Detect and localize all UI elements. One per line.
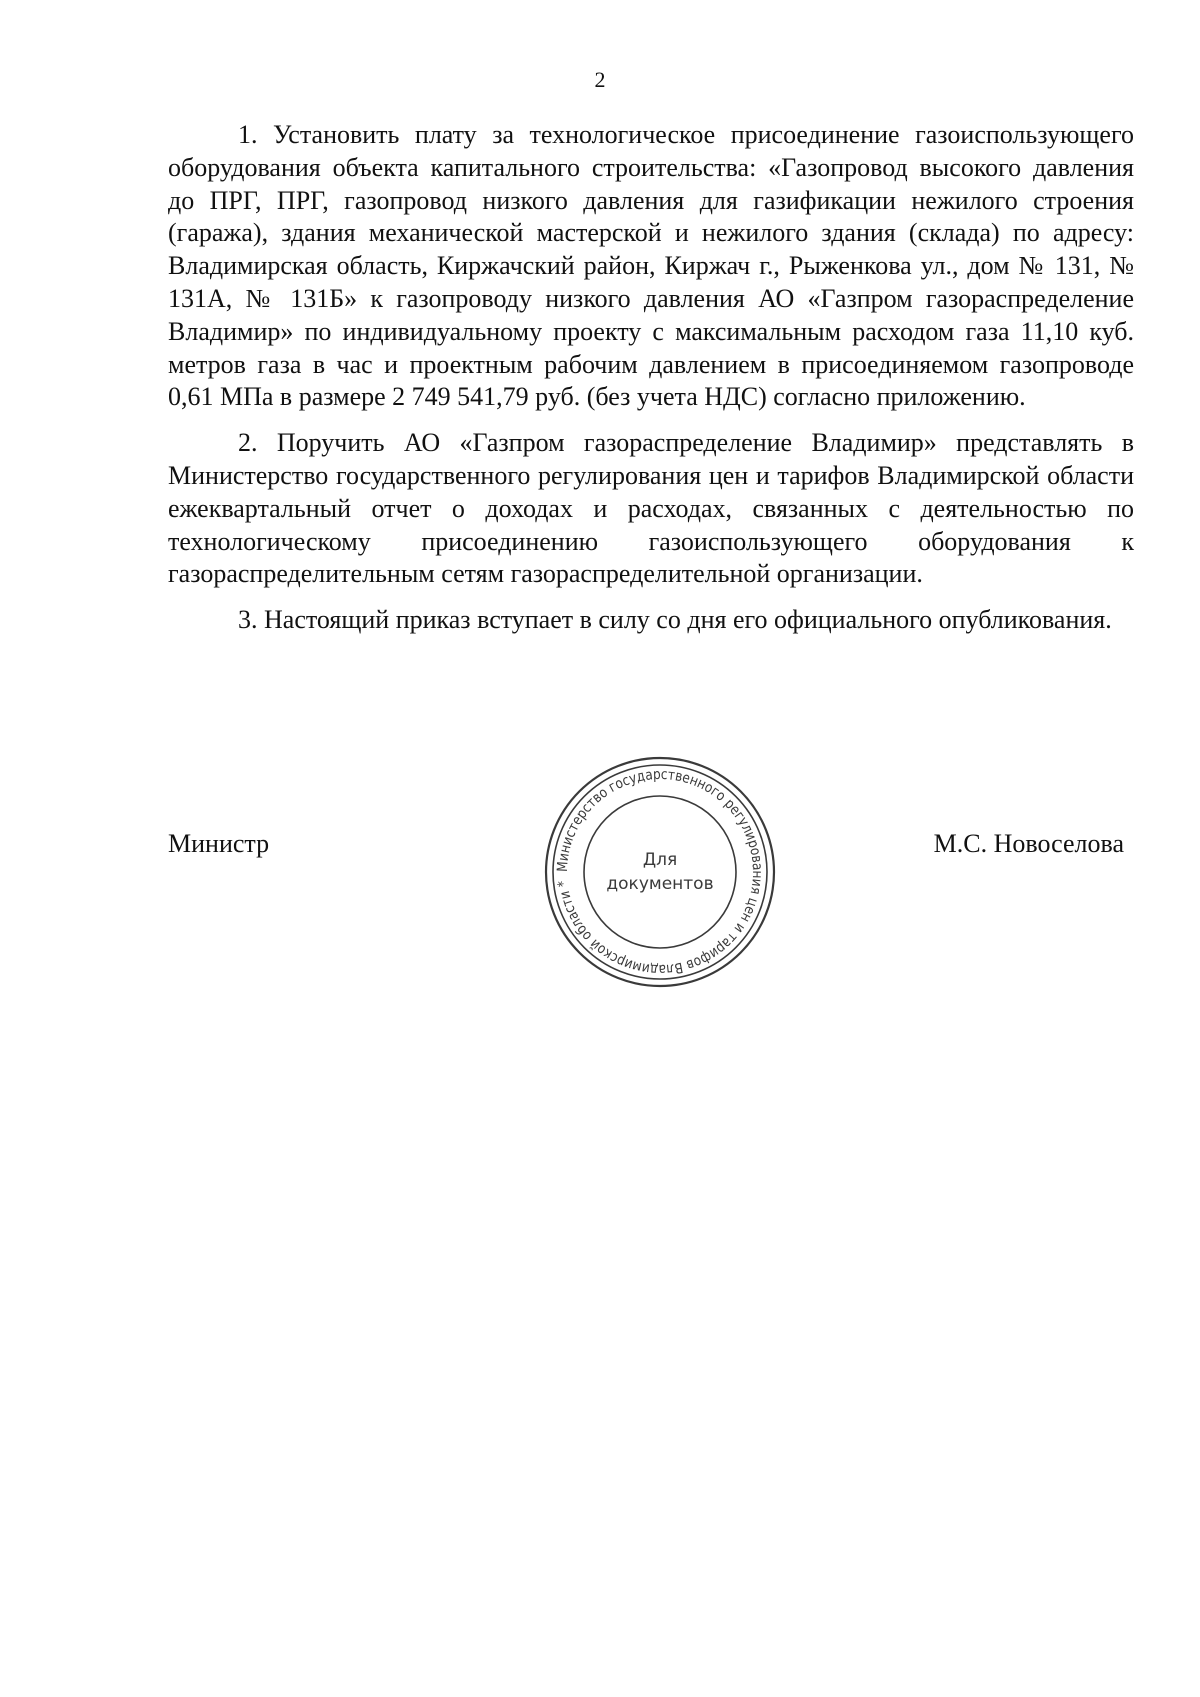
signatory-name: М.С. Новоселова (933, 829, 1124, 858)
official-seal (543, 755, 777, 989)
seal-second-ring (553, 765, 767, 979)
order-paragraph-2: 2. Поручить АО «Газпром газораспределение Владимир» представлять в Министерство государственного регулирования цен и тарифов Владимирской области ежеквартальный отчет о доходах и расходах, связанных с деятельностью по технологическому присоединению газоиспользующего оборудования к газораспределительным сетям газораспределительной организации. (168, 428, 1134, 589)
seal-outer-ring (546, 758, 774, 986)
signatory-role: Министр (168, 829, 270, 858)
page-number: 2 (594, 67, 606, 92)
seal-center-line-1: Для (642, 850, 678, 870)
seal-graphic (543, 755, 777, 989)
order-body (168, 119, 1134, 637)
seal-inner-ring (584, 796, 736, 948)
seal-center-line-2: документов (606, 874, 714, 894)
seal-ring-text: Министерство государственного регулирования цен и тарифов Владимирской области * (554, 766, 766, 978)
order-paragraph-3: 3. Настоящий приказ вступает в силу со дня его официального опубликования. (238, 605, 1112, 635)
order-paragraph-1: 1. Установить плату за технологическое присоединение газоиспользующего оборудования объекта капитального строительства: «Газопровод высокого давления до ПРГ, ПРГ, газопровод низкого давления для газификации нежилого строения (гаража), здания механической мастерской и нежилого здания (склада) по адресу: Владимирская область, Киржачский район, Киржач г., Рыженкова ул., дом № 131, № 131А, № 131Б» к газопроводу низкого давления АО «Газпром газораспределение Владимир» по индивидуальному проекту с максимальным расходом газа 11,10 куб. метров газа в час и проектным рабочим давлением в присоединяемом газопроводе 0,61 МПа в размере 2 749 541,79 руб. (без учета НДС) согласно приложению. (168, 120, 1134, 412)
